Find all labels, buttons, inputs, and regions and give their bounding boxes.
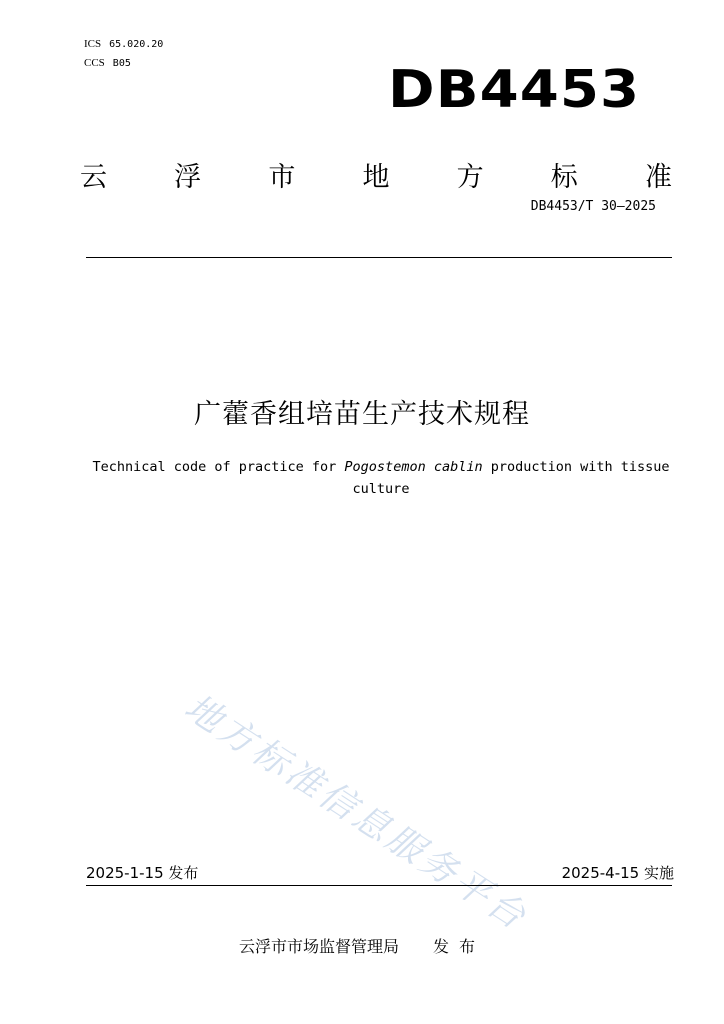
standard-type-char: 方 <box>456 162 484 193</box>
standard-type-char: 市 <box>268 162 296 193</box>
publisher-line <box>0 934 724 957</box>
standard-type-char: 云 <box>80 162 107 193</box>
ccs-line <box>84 54 163 73</box>
top-divider <box>86 257 672 258</box>
bottom-divider <box>86 885 672 886</box>
standard-type-char: 准 <box>644 162 672 193</box>
title-latin-name: Pogostemon cablin <box>344 459 483 475</box>
standard-type-heading <box>80 160 672 196</box>
watermark-text: 地方标准信息服务平台 <box>177 686 536 940</box>
standard-number: DB4453/T 30—2025 <box>530 199 656 214</box>
standard-code-logo: DB4453 <box>388 60 641 120</box>
standard-type-char: 标 <box>550 162 578 193</box>
title-english-part: Technical code of practice for <box>92 459 345 475</box>
ics-code: 65.020.20 <box>109 39 164 50</box>
issue-date: 2025-1-15 发布 <box>86 864 199 882</box>
publish-action: 发布 <box>433 937 486 956</box>
ics-line <box>84 35 163 54</box>
title-english-part: production with tissue culture <box>352 459 670 497</box>
ccs-code: B05 <box>112 58 131 69</box>
standard-type-char: 地 <box>362 162 390 193</box>
document-title-chinese: 广藿香组培苗生产技术规程 <box>194 399 530 430</box>
dates-row <box>86 862 674 883</box>
standard-type-char: 浮 <box>174 162 202 193</box>
document-title-english <box>86 456 676 500</box>
ics-label: ICS <box>84 38 102 50</box>
implementation-date: 2025-4-15 实施 <box>561 864 674 882</box>
ccs-label: CCS <box>84 57 105 69</box>
publisher-name: 云浮市市场监督管理局 <box>238 937 399 956</box>
classification-block <box>84 35 163 73</box>
